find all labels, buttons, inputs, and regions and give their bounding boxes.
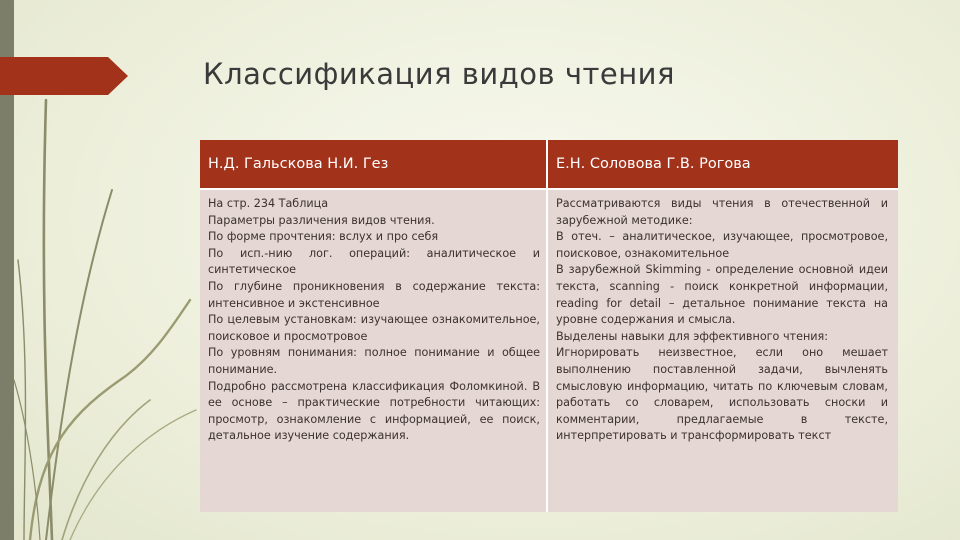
page-title: Классификация видов чтения — [203, 57, 675, 91]
table-row — [200, 190, 898, 512]
list-item: Параметры различения видов чтения. — [208, 213, 435, 227]
list-item: По исп.-нию лог. операций: аналитическое и синтетическое — [208, 246, 540, 277]
list-item: В зарубежной Skimming - определение основной идеи текста, scanning - поиск конкретной информации, reading for detail – детальное понимание текста на уровне содержания и смысла. — [556, 263, 888, 327]
table-header-authors-2: Е.Н. Соловова Г.В. Рогова — [556, 156, 751, 172]
table-header-row — [200, 140, 898, 190]
table-cell-galskova-gez — [208, 196, 540, 445]
list-item: По уровням понимания: полное понимание и общее понимание. — [208, 346, 540, 376]
list-item: По глубине проникновения в содержание текста: интенсивное и экстенсивное — [208, 279, 540, 310]
arrow-tab-icon — [0, 57, 128, 95]
list-item: По целевым установкам: изучающее ознакомительное, поисковое и просмотровое — [208, 313, 540, 343]
classification-table — [200, 140, 898, 512]
column-divider — [546, 140, 548, 512]
table-cell-solovova-rogova — [556, 196, 888, 445]
list-item: Игнорировать неизвестное, если оно мешает выполнению поставленной задачи, вычленять смысловую информацию, читать по ключевым словам, работать со словарем, использовать сноски и комментарии, предлагаемые в тексте, интерпретировать и трансформировать текст — [556, 346, 888, 443]
list-item: Рассматриваются виды чтения в отечественной и зарубежной методике: — [556, 197, 888, 227]
list-item: На стр. 234 Таблица — [208, 197, 329, 210]
list-item: Подробно рассмотрена классификация Фоломкиной. В ее основе – практические потребности читающих: просмотр, ознакомление с информацией, ее поиск, детальное изучение содержания. — [208, 379, 540, 443]
table-header-authors-1: Н.Д. Гальскова Н.И. Гез — [208, 156, 389, 172]
list-item: В отеч. – аналитическое, изучающее, просмотровое, поисковое, ознакомительное — [556, 230, 888, 260]
list-item: Выделены навыки для эффективного чтения: — [556, 329, 829, 343]
list-item: По форме прочтения: вслух и про себя — [208, 230, 439, 244]
